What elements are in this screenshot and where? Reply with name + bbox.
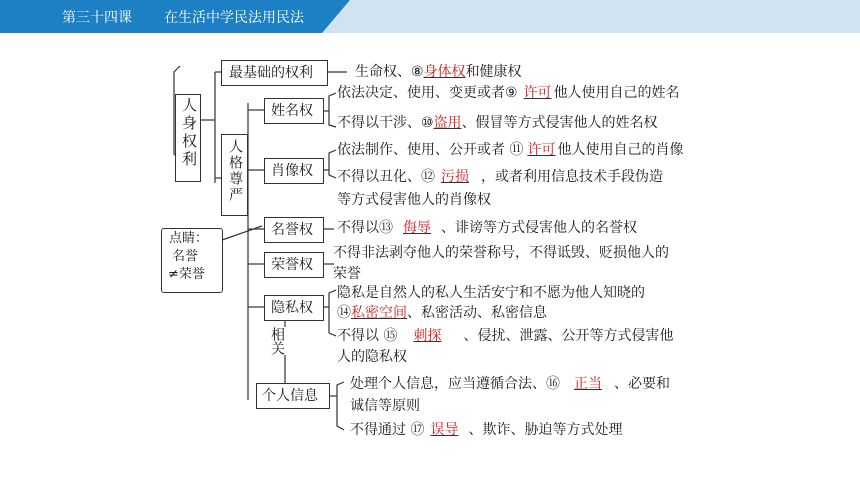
line-portrait-2 [337,166,663,188]
answer-10: 盗用 [433,115,462,131]
text-segment: 不得以 ⑮ [337,328,398,344]
answer-12: 污损 [441,169,469,185]
text-segment: 人的隐私权 [337,349,407,365]
note-box [161,228,223,293]
line-privacy-3 [337,325,673,347]
text-segment: 不得非法剥夺他人的荣誉称号，不得诋毁、贬损他人的 [333,245,669,261]
line-privacy-2 [337,302,547,324]
text-segment: 、侵扰、泄露、公开等方式侵害他 [463,328,674,344]
answer-14: 私密空间 [351,305,407,321]
text-segment: 处理个人信息，应当遵循合法、⑯ [350,376,560,392]
line-info-1 [350,373,670,395]
node-portrait-right [264,158,324,184]
text-segment: 他人使用自己的肖像 [557,142,684,158]
note-line-3: ≠荣誉 [168,267,205,282]
lesson-title: 在生活中学民法用民法 [164,10,304,26]
root-node [175,94,201,182]
text-segment: 、必要和 [614,376,670,392]
portrait-right-label: 肖像权 [271,163,313,179]
text-segment: 他人使用自己的姓名 [553,85,680,101]
answer-8: 身体权 [423,64,466,80]
text-segment: 生命权、⑧ [355,64,424,80]
text-segment: ⑭ [337,305,351,321]
line-honor-1 [333,242,669,264]
node-reputation-right [264,217,324,243]
text-segment: 、私密活动、私密信息 [407,305,547,321]
line-name-1 [337,82,680,104]
node-honor-right [264,252,324,278]
related-label: 相关 [269,327,285,355]
privacy-right-label: 隐私权 [271,300,313,316]
text-segment: 不得以丑化、⑫ [337,169,435,185]
text-segment: 不得以⑬ [337,220,393,236]
line-privacy-4 [337,346,407,368]
node-privacy-right [264,295,324,321]
name-right-label: 姓名权 [271,103,313,119]
text-segment: 隐私是自然人的私人生活安宁和不愿为他人知晓的 [337,285,645,301]
text-segment: ，或者利用信息技术手段伪造 [481,169,663,185]
reputation-right-label: 名誉权 [271,222,313,238]
answer-17: 误导 [430,422,459,438]
answer-15: 刺探 [413,328,442,344]
note-line-2: 名誉 [172,249,199,264]
text-segment: 荣誉 [333,266,361,282]
node-most-basic-rights [221,60,328,86]
line-privacy-1 [337,282,645,304]
personal-info-label: 个人信息 [262,388,318,404]
text-segment: 、欺诈、胁迫等方式处理 [468,422,623,438]
node-personal-dignity [221,134,248,216]
line-info-3 [350,419,622,441]
node-personal-info [256,383,330,409]
line-info-2 [350,395,420,417]
text-segment: 不得以干涉、⑩ [337,115,434,131]
text-segment: 不得通过 ⑰ [350,422,425,438]
note-line-1: 点睛： [169,231,209,246]
text-segment: 依法制作、使用、公开或者 ⑪ [337,142,524,158]
text-segment: 、假冒等方式侵害他人的姓名权 [461,115,658,131]
text-segment: 、诽谤等方式侵害他人的名誉权 [441,220,637,236]
line-reputation [337,217,637,239]
text-segment: 诚信等原则 [350,398,420,414]
line-portrait-1 [337,139,683,161]
answer-13: 侮辱 [403,220,431,236]
answer-11: 许可 [527,142,556,158]
text-segment: 依法决定、使用、变更或者⑨ [337,85,518,101]
most-basic-rights-label: 最基础的权利 [229,65,313,81]
line-name-2 [337,112,658,134]
honor-right-label: 荣誉权 [271,257,313,273]
line-life [355,61,522,83]
answer-16: 正当 [574,376,602,392]
line-portrait-3 [337,189,491,211]
root-label: 人身权利 [180,97,198,169]
node-name-right [264,98,324,124]
personal-dignity-label: 人格尊严 [227,139,243,203]
lesson-label: 第三十四课 [62,10,132,26]
text-segment: 和健康权 [465,64,522,80]
text-segment: 等方式侵害他人的肖像权 [337,192,491,208]
answer-9: 许可 [523,85,552,101]
